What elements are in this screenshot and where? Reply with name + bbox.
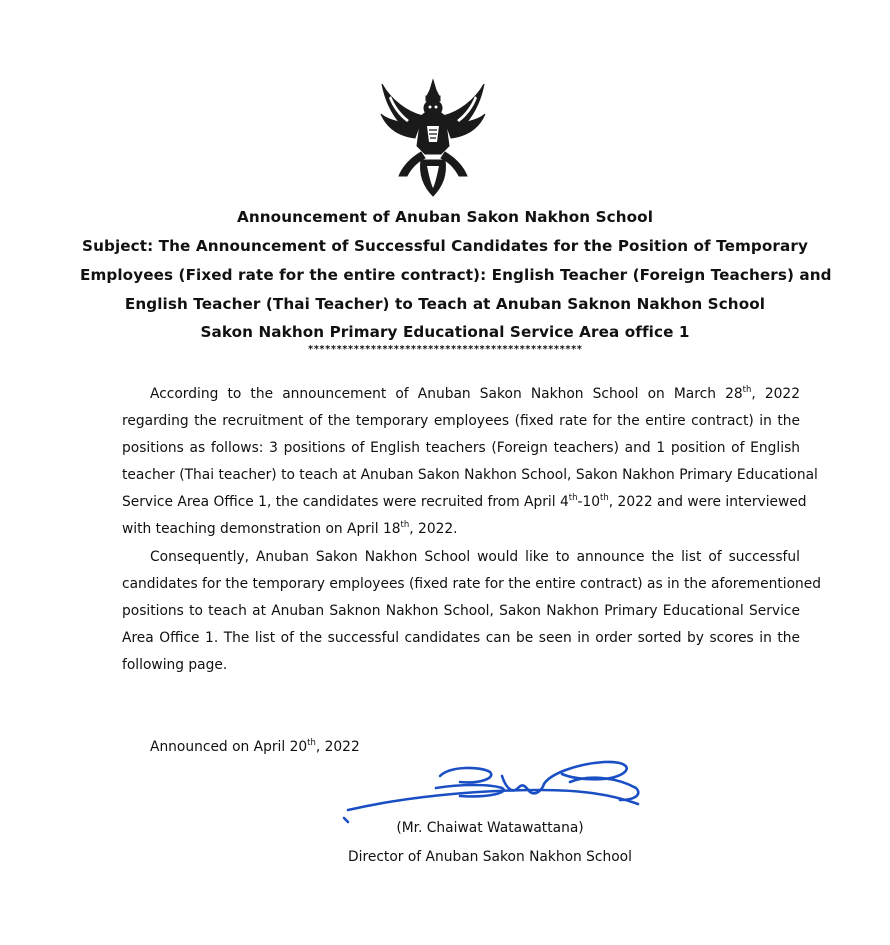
paragraph-1-line-3: positions as follows: 3 positions of English teachers (Foreign teachers) and 1 position of English xyxy=(122,440,800,456)
paragraph-1-line-1: According to the announcement of Anuban Sakon Nakhon School on March 28th, 2022 xyxy=(150,385,800,402)
paragraph-2-line-1: Consequently, Anuban Sakon Nakhon School would like to announce the list of successful xyxy=(150,549,800,565)
handwritten-signature xyxy=(340,744,650,824)
paragraph-2-line-5: following page. xyxy=(122,657,228,673)
signer-name: (Mr. Chaiwat Watawattana) xyxy=(396,820,584,836)
paragraph-1-line-5: Service Area Office 1, the candidates were recruited from April 4th-10th, 2022 and were interviewed xyxy=(122,493,807,510)
document-title: Announcement of Anuban Sakon Nakhon School xyxy=(237,208,653,226)
paragraph-1-line-6: with teaching demonstration on April 18th, 2022. xyxy=(122,520,458,537)
garuda-emblem-icon xyxy=(377,76,489,200)
paragraph-2-line-3: positions to teach at Anuban Saknon Nakhon School, Sakon Nakhon Primary Educational Service xyxy=(122,603,800,619)
signer-title: Director of Anuban Sakon Nakhon School xyxy=(348,849,632,865)
subject-line-2: Employees (Fixed rate for the entire contract): English Teacher (Foreign Teachers) and xyxy=(80,266,832,284)
paragraph-2-line-2: candidates for the temporary employees (fixed rate for the entire contract) as in the aforementioned xyxy=(122,576,822,592)
announcement-date: Announced on April 20th, 2022 xyxy=(150,738,360,755)
subject-line-4: Sakon Nakhon Primary Educational Service Area office 1 xyxy=(200,323,690,341)
paragraph-2-line-4: Area Office 1. The list of the successful candidates can be seen in order sorted by scores in the xyxy=(122,630,800,646)
subject-line-1: Subject: The Announcement of Successful Candidates for the Position of Temporary xyxy=(82,237,808,255)
asterisk-separator: ************************************************ xyxy=(307,344,583,355)
paragraph-1-line-4: teacher (Thai teacher) to teach at Anuban Sakon Nakhon School, Sakon Nakhon Primary Educational xyxy=(122,467,818,483)
paragraph-1-line-2: regarding the recruitment of the temporary employees (fixed rate for the entire contract) in the xyxy=(122,413,800,429)
subject-line-3: English Teacher (Thai Teacher) to Teach at Anuban Saknon Nakhon School xyxy=(124,295,766,313)
